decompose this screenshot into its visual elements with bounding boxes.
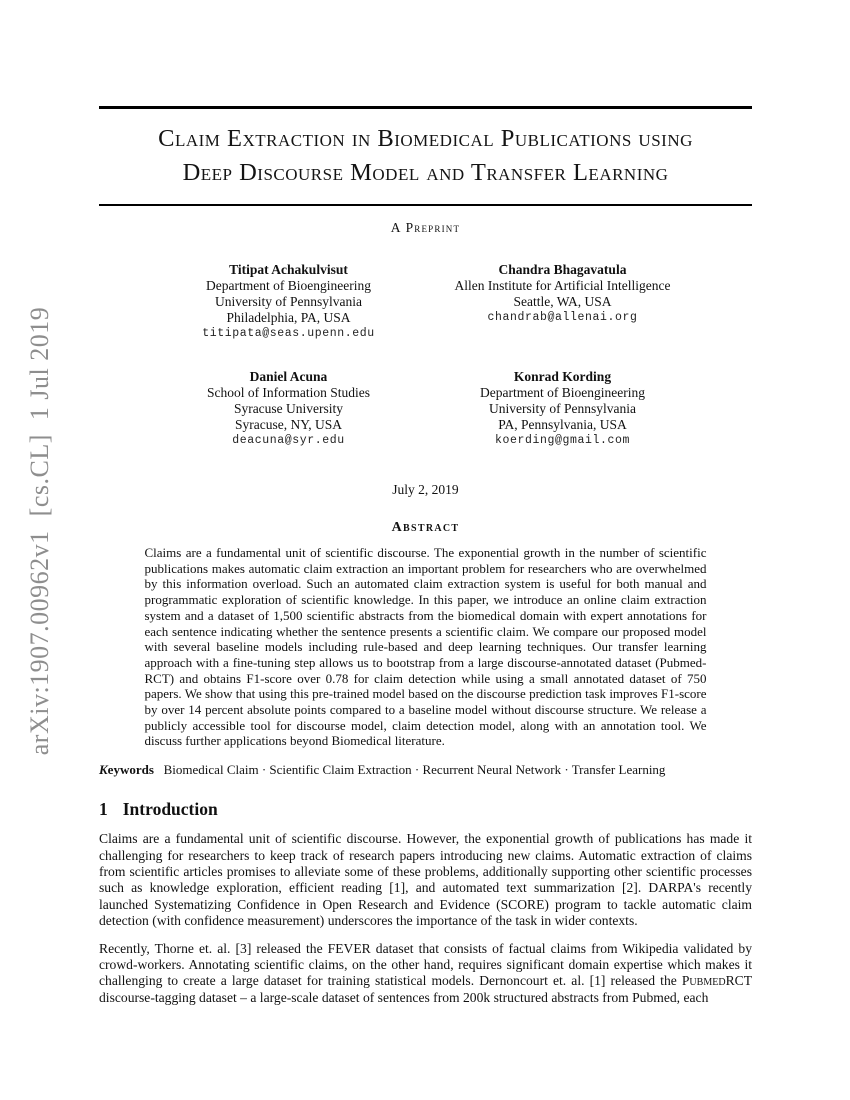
arxiv-watermark: arXiv:1907.00962v1 [cs.CL] 1 Jul 2019 <box>25 306 54 756</box>
author-affiliation-line: Philadelphia, PA, USA <box>226 310 351 325</box>
author-block <box>429 261 697 342</box>
abstract-text: Claims are a fundamental unit of scientific discourse. The exponential growth in the number of scientific publications makes automatic claim extraction an important problem for researchers who are overwhelmed by this information overload. Such an automated claim extraction system is useful for both manual and programmatic exploration of scientific knowledge. In this paper, we introduce an online claim extraction system and a dataset of 1,500 scientific abstracts from the biomedical domain with expert annotations for each sentence indicating whether the sentence presents a scientific claim. We compare our proposed model with several baseline models including rule-based and deep learning techniques. Our transfer learning approach with a fine-tuning step allows us to bootstrap from a large discourse-annotated dataset (Pubmed-RCT) and obtains F1-score over 0.78 for claim detection while using a small annotated dataset of 750 papers. We show that using this pre-trained model based on the discourse prediction task improves F1-score by over 14 percent absolute points compared to a baseline model without discourse structure. We release a publicly accessible tool for discourse model, claim detection model, along with an annotation tool. We discuss further applications beyond Biomedical literature. <box>144 545 707 749</box>
title-rule-top <box>99 106 752 109</box>
preprint-label: A Preprint <box>390 220 461 235</box>
author-affiliation-line: School of Information Studies <box>206 385 371 400</box>
author-email: deacuna@syr.edu <box>232 434 345 447</box>
author-block <box>429 368 697 449</box>
author-name: Konrad Kording <box>513 369 612 384</box>
author-block <box>155 261 423 342</box>
author-affiliation-line: University of Pennsylvania <box>215 294 362 309</box>
abstract-heading: Abstract <box>391 520 460 535</box>
author-name: Chandra Bhagavatula <box>498 262 627 277</box>
paper-title <box>99 122 752 191</box>
intro-paragraph: Claims are a fundamental unit of scientific discourse. However, the exponential growth of publications has made it challenging for researchers to keep track of research papers introducing new claims. Automatic extraction of claims from scientific articles promises to alleviate some of these problems, additionally supporting other scientific processes such as knowledge exploration, efficient reading [1], and automated text summarization [2]. DARPA's recently launched Systematizing Confidence in Open Research and Evidence (SCORE) program to tackle automatic claim detection (with confidence measurement) underscores the importance of the task in wider contexts. <box>99 831 752 929</box>
keywords-values: Biomedical Claim · Scientific Claim Extraction · Recurrent Neural Network · Transfer Learning <box>163 762 666 778</box>
keywords-line <box>99 762 752 778</box>
author-name: Daniel Acuna <box>249 369 328 384</box>
author-affiliation-line: Department of Bioengineering <box>480 385 645 400</box>
author-email: titipata@seas.upenn.edu <box>202 327 375 340</box>
keywords-label <box>99 762 154 777</box>
section-title: Introduction <box>122 799 218 820</box>
author-email: koerding@gmail.com <box>494 434 631 447</box>
section-number: 1 <box>99 799 108 820</box>
author-affiliation-line: Seattle, WA, USA <box>513 294 612 309</box>
author-affiliation-line: Syracuse University <box>233 401 344 416</box>
author-affiliation-line: Department of Bioengineering <box>206 278 371 293</box>
author-affiliation-line: University of Pennsylvania <box>489 401 636 416</box>
paper-date: July 2, 2019 <box>392 482 459 497</box>
author-affiliation-line: Syracuse, NY, USA <box>235 417 342 432</box>
keywords-label-rest: eywords <box>107 762 154 778</box>
author-name: Titipat Achakulvisut <box>229 262 348 277</box>
title-rule-bottom <box>99 204 752 207</box>
author-affiliation-line: Allen Institute for Artificial Intelligence <box>454 278 671 293</box>
paper-title-line1: Claim Extraction in Biomedical Publications using <box>158 124 693 152</box>
intro-paragraph: Recently, Thorne et. al. [3] released the FEVER dataset that consists of factual claims from Wikipedia validated by crowd-workers. Annotating scientific claims, on the other hand, requires significant domain expertise which makes it challenging to create a large dataset for training statistical models. Dernoncourt et. al. [1] released the PubmedRCT discourse-tagging dataset – a large-scale dataset of sentences from 200k structured abstracts from Pubmed, each <box>99 940 752 1005</box>
authors-grid <box>99 261 752 449</box>
paper-content <box>99 0 752 1006</box>
paper-title-line2: Deep Discourse Model and Transfer Learning <box>182 159 669 186</box>
author-block <box>155 368 423 449</box>
author-affiliation-line: PA, Pennsylvania, USA <box>498 417 627 432</box>
author-email: chandrab@allenai.org <box>487 311 638 324</box>
section-heading-introduction <box>99 798 752 820</box>
keywords-label-initial: K <box>99 762 108 778</box>
intro-paragraphs <box>99 831 752 1006</box>
